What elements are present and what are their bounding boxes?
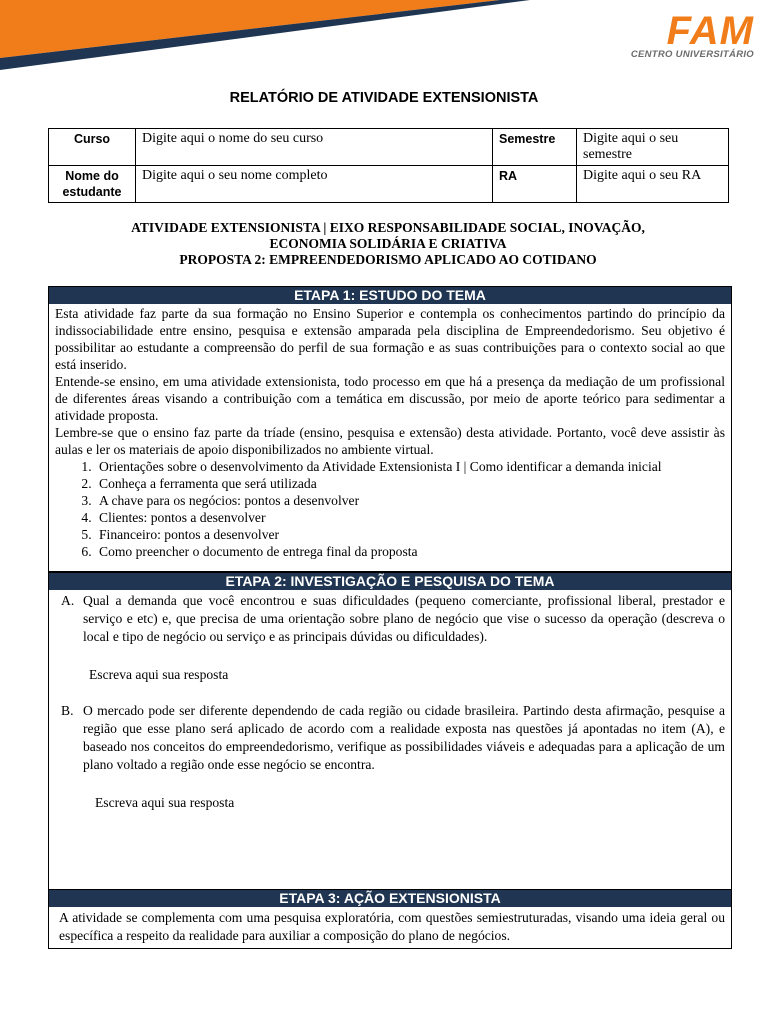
answer-a-field[interactable]: Escreva aqui sua resposta: [89, 667, 229, 682]
curso-label: Curso: [49, 129, 136, 166]
ra-field[interactable]: Digite aqui o seu RA: [577, 166, 729, 203]
etapa-1-heading: ETAPA 1: ESTUDO DO TEMA: [49, 287, 731, 304]
ra-label: RA: [493, 166, 577, 203]
answer-b-field[interactable]: Escreva aqui sua resposta: [95, 795, 235, 810]
etapa-1-topics-list: [49, 458, 731, 560]
etapa-2-section: [48, 572, 732, 890]
semestre-field[interactable]: Digite aqui o seu semestre: [577, 129, 729, 166]
etapa-3-section: [48, 889, 732, 949]
question-a-letter: A.: [61, 593, 75, 608]
nome-label: Nome do estudante: [49, 166, 136, 203]
fam-logo: [630, 9, 754, 60]
curso-field[interactable]: Digite aqui o nome do seu curso: [136, 129, 493, 166]
question-a-text: Qual a demanda que você encontrou e suas dificuldades (pequeno comerciante, profissional liberal, prestador e serviço e etc) e, que precisa de uma orientação sobre plano de negócio que vise o sucesso da operação (descreva o local e tipo de negócio ou serviço e as principais dúvidas ou dificuldades).: [83, 593, 725, 644]
list-item: 4. Clientes: pontos a desenvolver: [95, 509, 731, 526]
subtitle-line-1: ATIVIDADE EXTENSIONISTA | EIXO RESPONSABILIDADE SOCIAL, INOVAÇÃO,: [131, 220, 645, 235]
etapa-1-body: [49, 304, 731, 458]
question-b: [49, 702, 731, 774]
list-item: 5. Financeiro: pontos a desenvolver: [95, 526, 731, 543]
semestre-label: Semestre: [493, 129, 577, 166]
question-b-text: O mercado pode ser diferente dependendo de cada região ou cidade brasileira. Partindo desta afirmação, pesquise a região que esse plano será aplicado de acordo com a realidade exposta nas questões já apontadas no item (A), e baseado nos conceitos do empreendedorismo, verifique as possibilidades viáveis e adequadas para a aplicação de um plano voltado a região onde esse negócio se encontra.: [83, 703, 725, 772]
subtitle-line-3: PROPOSTA 2: EMPREENDEDORISMO APLICADO AO COTIDANO: [179, 252, 597, 267]
student-info-table: [48, 128, 729, 203]
etapa-3-text: [49, 907, 731, 945]
list-item: 1. Orientações sobre o desenvolvimento da Atividade Extensionista I | Como identificar a demanda inicial: [95, 458, 731, 475]
etapa-1-paragraph-3: Lembre-se que o ensino faz parte da tríade (ensino, pesquisa e extensão) desta atividade. Portanto, você deve assistir às aulas e ler os materiais de apoio disponibilizados no ambiente virtual.: [55, 425, 725, 457]
etapa-3-paragraph: A atividade se complementa com uma pesquisa exploratória, com questões semiestruturadas, visando uma ideia geral ou específica a respeito da realidade para auxiliar a composição do plano de negócios.: [59, 910, 725, 943]
etapa-1-paragraph-1: Esta atividade faz parte da sua formação no Ensino Superior e contempla os conhecimentos partindo do princípio da indissociabilidade entre ensino, pesquisa e extensão amparada pela disciplina de Empreendedorismo. Seu objetivo é possibilitar ao estudante a compreensão do perfil de sua formação e as suas contribuições para o contexto social ao que está inserido.: [55, 306, 725, 372]
etapa-1-paragraph-2: Entende-se ensino, em uma atividade extensionista, todo processo em que há a presença da mediação de um profissional de diferentes áreas visando a contribuição com a temática em discussão, por meio de aporte teórico para sedimentar a atividade proposta.: [55, 374, 725, 423]
logo-tagline: CENTRO UNIVERSITÁRIO: [630, 49, 754, 60]
list-item: 2. Conheça a ferramenta que será utilizada: [95, 475, 731, 492]
etapa-1-section: [48, 286, 732, 572]
document-title: RELATÓRIO DE ATIVIDADE EXTENSIONISTA: [229, 90, 539, 106]
subtitle-line-2: ECONOMIA SOLIDÁRIA E CRIATIVA: [269, 236, 507, 251]
etapa-3-heading: ETAPA 3: AÇÃO EXTENSIONISTA: [49, 890, 731, 907]
etapa-2-heading: ETAPA 2: INVESTIGAÇÃO E PESQUISA DO TEMA: [49, 573, 731, 590]
list-item: 6. Como preencher o documento de entrega final da proposta: [95, 543, 731, 560]
page-header: [0, 0, 768, 72]
nome-field[interactable]: Digite aqui o seu nome completo: [136, 166, 493, 203]
question-b-letter: B.: [61, 703, 74, 718]
list-item: 3. A chave para os negócios: pontos a desenvolver: [95, 492, 731, 509]
activity-subtitle: [48, 220, 728, 268]
question-a: [49, 592, 731, 646]
logo-wordmark: FAM: [666, 9, 754, 53]
